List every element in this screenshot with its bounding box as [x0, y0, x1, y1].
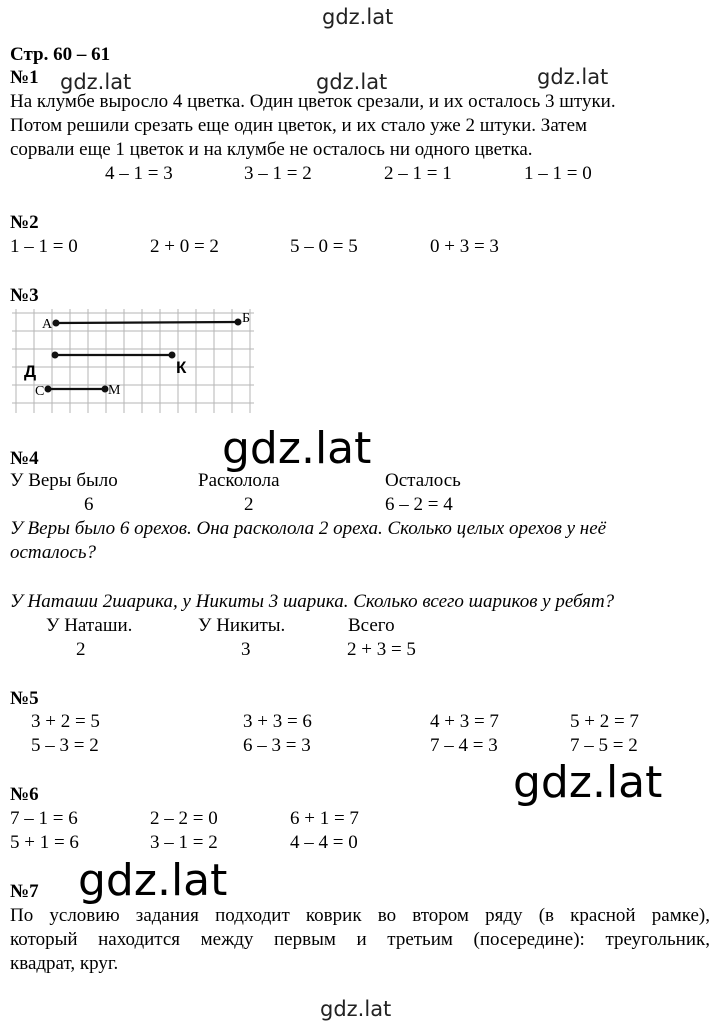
- watermark: gdz.lat: [316, 70, 388, 94]
- label-m: М: [108, 383, 121, 398]
- watermark-top: gdz.lat: [322, 5, 394, 29]
- task7-text-line: который находится между первым и третьим (посередине): треугольник,: [10, 929, 710, 950]
- task5-equation: 3 + 2 = 5: [31, 711, 100, 732]
- segments-grid-drawing: [8, 305, 258, 417]
- point-k: [169, 352, 176, 359]
- watermark-large: gdz.lat: [513, 757, 663, 808]
- task4-value: 6: [84, 494, 94, 515]
- watermark: gdz.lat: [60, 70, 132, 94]
- task4-question-line: У Веры было 6 орехов. Она расколола 2 ореха. Сколько целых орехов у неё: [10, 518, 607, 539]
- label-k: К: [176, 358, 187, 377]
- task4-question-2: У Наташи 2шарика, у Никиты 3 шарика. Сколько всего шариков у ребят?: [10, 591, 615, 612]
- task1-equation: 4 – 1 = 3: [105, 163, 173, 184]
- task1-text-line: Потом решили срезать еще один цветок, и их стало уже 2 штуки. Затем: [10, 115, 588, 136]
- task1-equation: 3 – 1 = 2: [244, 163, 312, 184]
- task6-equation: 5 + 1 = 6: [10, 832, 79, 853]
- task2-title: №2: [10, 212, 39, 233]
- point-a: [53, 320, 60, 327]
- task4-question-line: осталось?: [10, 542, 96, 563]
- task4-title: №4: [10, 448, 39, 469]
- task5-equation: 5 – 3 = 2: [31, 735, 99, 756]
- page-range-heading: Стр. 60 – 61: [10, 44, 111, 65]
- task4-header-2: У Наташи.: [46, 615, 133, 636]
- task5-equation: 6 – 3 = 3: [243, 735, 311, 756]
- task4-header: Осталось: [385, 470, 461, 491]
- task5-equation: 4 + 3 = 7: [430, 711, 499, 732]
- watermark-large: gdz.lat: [222, 423, 372, 474]
- task7-text-line: По условию задания подходит коврик во втором ряду (в красной рамке),: [10, 905, 710, 926]
- segment-ab: [56, 322, 238, 323]
- task2-equation: 5 – 0 = 5: [290, 236, 358, 257]
- task1-title: №1: [10, 67, 39, 88]
- task4-header-2: У Никиты.: [198, 615, 286, 636]
- task4-value: 2: [244, 494, 254, 515]
- task7-title: №7: [10, 881, 39, 902]
- task4-value: 6 – 2 = 4: [385, 494, 453, 515]
- task1-text-line: На клумбе выросло 4 цветка. Один цветок срезали, и их осталось 3 штуки.: [10, 91, 616, 112]
- task2-equation: 2 + 0 = 2: [150, 236, 219, 257]
- task4-value-2: 2: [76, 639, 86, 660]
- task4-header: У Веры было: [10, 470, 118, 491]
- task4-header-2: Всего: [348, 615, 395, 636]
- watermark-large: gdz.lat: [78, 855, 228, 906]
- task7-text-line: квадрат, круг.: [10, 953, 119, 974]
- task5-title: №5: [10, 688, 39, 709]
- task4-value-2: 3: [241, 639, 251, 660]
- task2-equation: 0 + 3 = 3: [430, 236, 499, 257]
- task4-header: Расколола: [198, 470, 280, 491]
- label-c: С: [35, 384, 45, 399]
- watermark: gdz.lat: [537, 65, 609, 89]
- point-b: [235, 319, 242, 326]
- task6-equation: 4 – 4 = 0: [290, 832, 358, 853]
- task6-equation: 2 – 2 = 0: [150, 808, 218, 829]
- task6-equation: 6 + 1 = 7: [290, 808, 359, 829]
- task2-equation: 1 – 1 = 0: [10, 236, 78, 257]
- label-b: Б: [242, 311, 251, 326]
- task5-equation: 7 – 5 = 2: [570, 735, 638, 756]
- task1-text-line: сорвали еще 1 цветок и на клумбе не осталось ни одного цветка.: [10, 139, 533, 160]
- watermark-bottom: gdz.lat: [320, 997, 392, 1021]
- task4-value-2: 2 + 3 = 5: [347, 639, 416, 660]
- task6-title: №6: [10, 784, 39, 805]
- task1-equation: 1 – 1 = 0: [524, 163, 592, 184]
- task3-title: №3: [10, 285, 39, 306]
- point-c: [45, 386, 52, 393]
- task6-equation: 7 – 1 = 6: [10, 808, 78, 829]
- point-d: [52, 352, 59, 359]
- label-d: Д: [24, 362, 37, 381]
- task5-equation: 7 – 4 = 3: [430, 735, 498, 756]
- task1-equation: 2 – 1 = 1: [384, 163, 452, 184]
- task5-equation: 5 + 2 = 7: [570, 711, 639, 732]
- task5-equation: 3 + 3 = 6: [243, 711, 312, 732]
- label-a: А: [42, 317, 53, 332]
- task6-equation: 3 – 1 = 2: [150, 832, 218, 853]
